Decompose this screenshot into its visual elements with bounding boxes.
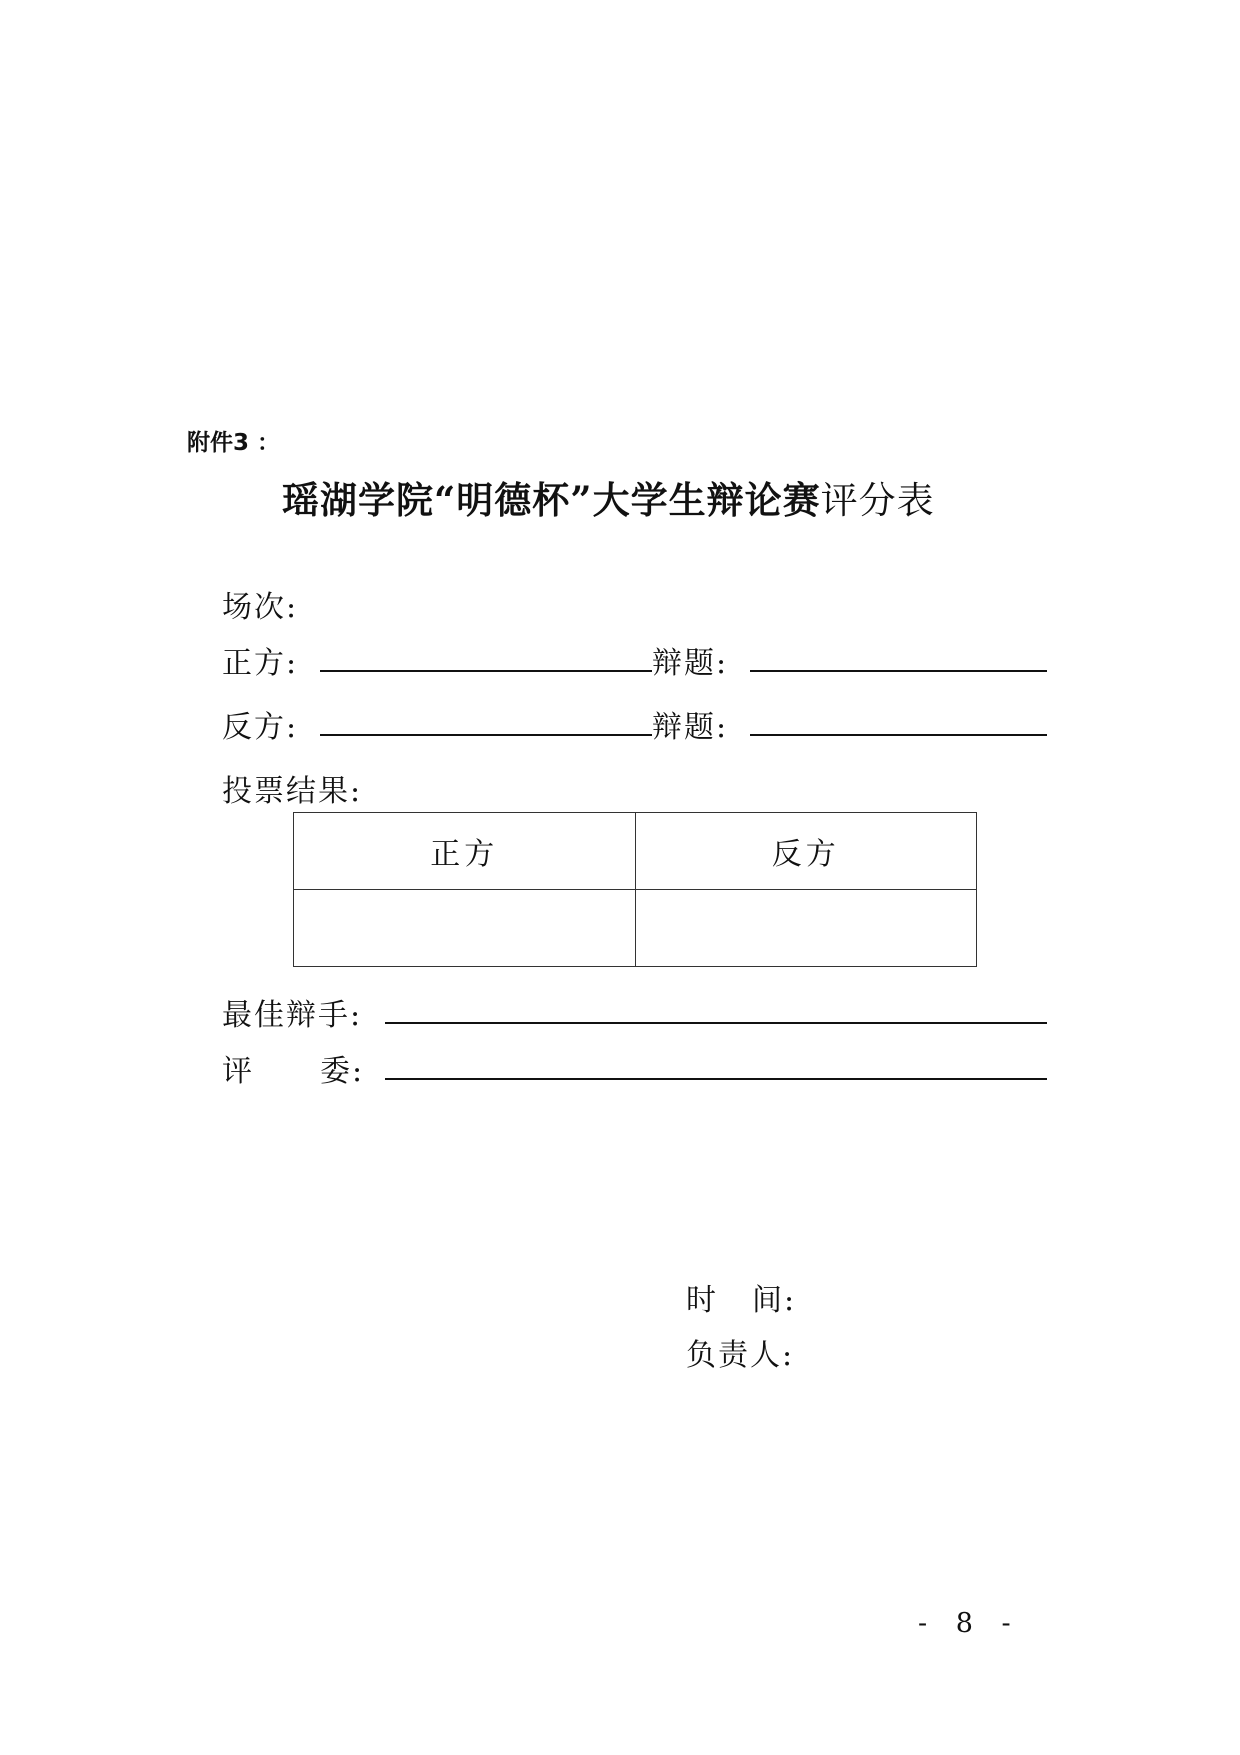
vote-header-negative: 反方	[635, 813, 977, 890]
best-debater-input-line[interactable]	[385, 1022, 1047, 1024]
judge-label-second: 委:	[320, 1054, 365, 1089]
document-title	[282, 470, 935, 524]
vote-table	[293, 812, 977, 967]
time-label-first: 时	[686, 1283, 718, 1318]
negative-input-line[interactable]	[320, 734, 652, 736]
judge-input-line[interactable]	[385, 1078, 1047, 1080]
negative-label: 反方:	[222, 710, 299, 745]
judge-label-first: 评	[222, 1054, 254, 1089]
vote-value-negative[interactable]	[635, 890, 977, 967]
negative-topic-input-line[interactable]	[750, 734, 1047, 736]
vote-table-header-row	[294, 813, 977, 890]
vote-header-affirmative: 正方	[294, 813, 636, 890]
best-debater-label: 最佳辩手:	[222, 998, 363, 1033]
title-normal-part: 评分表	[820, 479, 935, 522]
negative-topic-label: 辩题:	[652, 710, 729, 745]
affirmative-topic-label: 辩题:	[652, 646, 729, 681]
page-number: - 8 -	[918, 1608, 1021, 1639]
vote-value-affirmative[interactable]	[294, 890, 636, 967]
time-label-second: 间:	[752, 1283, 797, 1318]
session-label: 场次:	[222, 590, 299, 625]
responsible-label: 负责人:	[686, 1338, 795, 1373]
affirmative-input-line[interactable]	[320, 670, 652, 672]
affirmative-topic-input-line[interactable]	[750, 670, 1047, 672]
title-bold-part: 瑶湖学院“明德杯”大学生辩论赛	[282, 478, 821, 522]
vote-table-value-row	[294, 890, 977, 967]
attachment-label: 附件3 ：	[187, 430, 281, 456]
affirmative-label: 正方:	[222, 646, 299, 681]
vote-result-label: 投票结果:	[222, 774, 363, 809]
